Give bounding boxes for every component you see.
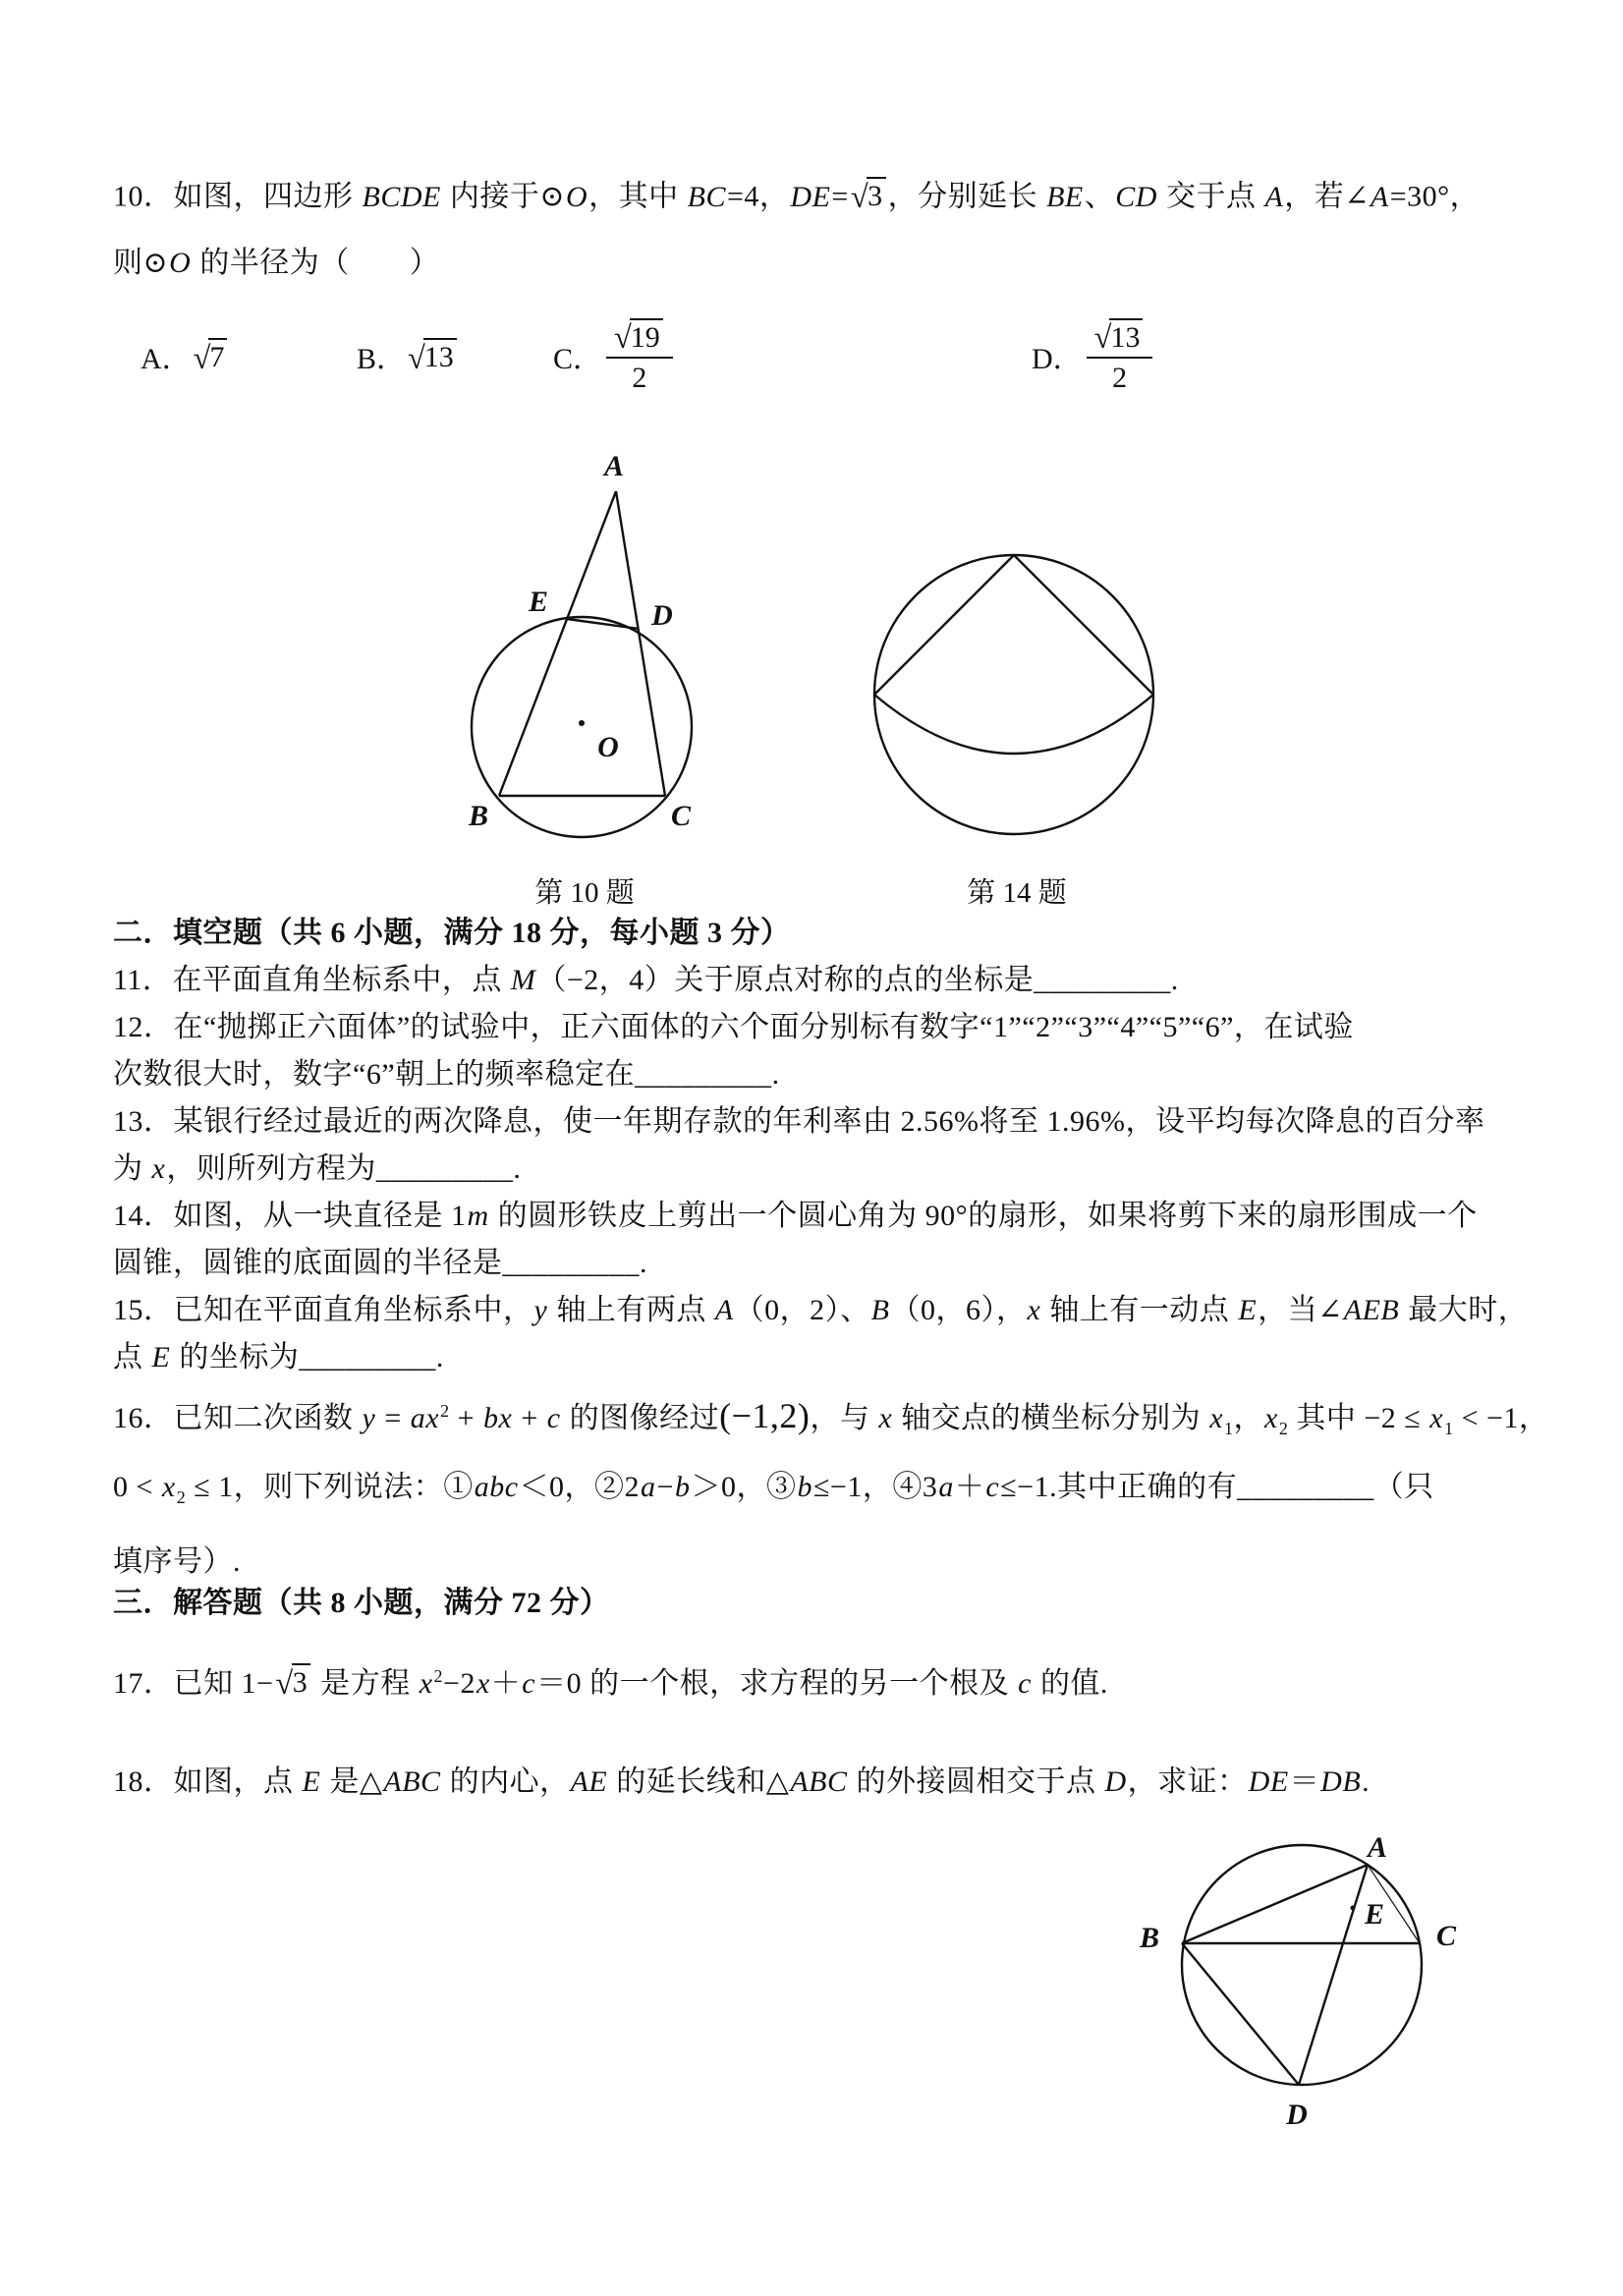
text-segment: 2 bbox=[433, 1666, 444, 1686]
text-segment: ≤−1.其中正确的有_________（只 bbox=[1000, 1471, 1434, 1503]
text-segment: ≤−1，④3 bbox=[812, 1471, 938, 1503]
text-segment: 的值. bbox=[1032, 1667, 1108, 1700]
text-segment: + bbox=[513, 1402, 546, 1434]
text-segment: 13 bbox=[1109, 318, 1143, 354]
text-segment: E bbox=[302, 1765, 321, 1798]
text-segment: 3 bbox=[867, 177, 886, 212]
question-13-line-1 bbox=[113, 1102, 1484, 1142]
text-segment: √ bbox=[850, 179, 869, 215]
circumcircle bbox=[1182, 1845, 1422, 2085]
text-segment: 1 bbox=[1224, 1419, 1234, 1438]
text-segment: ＞0，③ bbox=[691, 1471, 797, 1503]
text-segment: M bbox=[510, 964, 536, 996]
fraction-expression bbox=[606, 318, 673, 394]
question-14-line-2 bbox=[113, 1244, 647, 1283]
text-segment: AEB bbox=[1343, 1294, 1400, 1326]
text-segment: + bbox=[449, 1402, 482, 1434]
text-segment: 15．已知在平面直角坐标系中， bbox=[113, 1294, 533, 1326]
text-segment bbox=[632, 359, 646, 394]
text-segment: ，若∠ bbox=[1284, 180, 1370, 213]
text-segment: DB bbox=[1320, 1765, 1362, 1798]
label-B: B bbox=[1139, 1922, 1160, 1954]
sqrt-expression bbox=[614, 318, 663, 357]
question-10-option-a bbox=[140, 312, 229, 399]
text-segment: （0，6）， bbox=[890, 1294, 1027, 1326]
text-segment: ，与 bbox=[810, 1402, 878, 1434]
text-segment: A bbox=[714, 1294, 734, 1326]
text-segment: x bbox=[419, 1667, 433, 1700]
text-segment: ＝ bbox=[1289, 1765, 1320, 1798]
text-segment bbox=[606, 318, 673, 359]
text-segment: c bbox=[1018, 1667, 1032, 1700]
section-3-heading: 三．解答题（共 8 小题，满分 72 分） bbox=[113, 1587, 610, 1619]
text-segment: B bbox=[870, 1294, 890, 1326]
text-segment: x bbox=[151, 1152, 166, 1185]
text-segment: x bbox=[1264, 1402, 1278, 1434]
text-segment: 填序号）. bbox=[113, 1545, 241, 1578]
text-segment: （0，2）、 bbox=[734, 1294, 870, 1326]
text-segment: ，当∠ bbox=[1258, 1294, 1343, 1326]
text-segment: 的外接圆相交于点 bbox=[848, 1765, 1104, 1798]
text-segment: ABC bbox=[790, 1765, 848, 1798]
text-segment: a bbox=[641, 1471, 656, 1503]
text-segment bbox=[1087, 318, 1153, 359]
fraction-expression bbox=[1087, 318, 1153, 394]
sector-arc bbox=[874, 695, 1153, 754]
text-segment: √ bbox=[193, 340, 211, 376]
question-10-option-d bbox=[1032, 312, 1156, 399]
point-E-dot bbox=[1351, 1906, 1356, 1911]
text-segment: −2 bbox=[443, 1667, 476, 1700]
text-segment: A． bbox=[140, 343, 192, 375]
text-segment: 点 bbox=[113, 1341, 151, 1373]
text-segment: B． bbox=[357, 343, 407, 375]
text-segment: BE bbox=[1046, 180, 1084, 213]
label-D: D bbox=[651, 599, 673, 632]
figure-question-18 bbox=[1130, 1827, 1483, 2142]
figure-question-10 bbox=[427, 442, 742, 865]
label-C: C bbox=[670, 800, 692, 832]
text-segment: 19 bbox=[630, 318, 663, 354]
text-segment: ，求证： bbox=[1127, 1765, 1248, 1798]
text-segment: (−1,2) bbox=[719, 1396, 811, 1435]
text-segment: ＝0 的一个根，求方程的另一个根及 bbox=[536, 1667, 1018, 1700]
text-segment: x bbox=[161, 1471, 176, 1503]
text-segment: y bbox=[362, 1402, 376, 1434]
chord-E-D bbox=[567, 619, 639, 629]
text-segment: 的圆形铁皮上剪出一个圆心角为 90°的扇形，如果将剪下来的扇形围成一个 bbox=[489, 1200, 1478, 1232]
sqrt-expression bbox=[850, 177, 886, 215]
text-segment: ＋ bbox=[954, 1471, 985, 1503]
label-A: A bbox=[1367, 1831, 1388, 1864]
text-segment: < −1， bbox=[1453, 1402, 1549, 1434]
question-16-line-1 bbox=[113, 1391, 1548, 1448]
text-segment: 2 bbox=[176, 1487, 187, 1507]
figure-question-14 bbox=[860, 540, 1174, 855]
text-segment: b bbox=[797, 1471, 812, 1503]
text-segment: c bbox=[985, 1471, 1000, 1503]
text-segment: 圆锥，圆锥的底面圆的半径是_________. bbox=[113, 1247, 647, 1279]
question-11-line-1 bbox=[113, 961, 1179, 1000]
text-segment: ax bbox=[410, 1402, 440, 1434]
text-segment: √ bbox=[275, 1666, 294, 1702]
line-A-C bbox=[616, 491, 665, 796]
figure-14-caption: 第 14 题 bbox=[967, 877, 1067, 909]
text-segment: E bbox=[151, 1341, 171, 1373]
text-segment: c bbox=[546, 1402, 561, 1434]
text-segment: 次数很大时，数字“6”朝上的频率稳定在_________. bbox=[113, 1058, 780, 1091]
text-segment: 14．如图，从一块直径是 1 bbox=[113, 1200, 467, 1232]
text-segment: bx bbox=[483, 1402, 513, 1434]
text-segment: DE bbox=[790, 180, 831, 213]
text-segment: 、 bbox=[1084, 180, 1115, 213]
text-segment: ，分别延长 bbox=[887, 180, 1046, 213]
text-segment: 1 bbox=[1444, 1419, 1454, 1438]
text-segment: 13．某银行经过最近的两次降息，使一年期存款的年利率由 2.56%将至 1.96%，设平均每次降息的百分率 bbox=[113, 1105, 1485, 1138]
text-segment: 是方程 bbox=[312, 1667, 419, 1700]
text-segment: 7 bbox=[208, 338, 227, 373]
text-segment: ， bbox=[1233, 1402, 1264, 1434]
text-segment: . bbox=[1362, 1765, 1371, 1798]
text-segment: 2 bbox=[1112, 361, 1128, 394]
text-segment: 为 bbox=[113, 1152, 151, 1185]
question-14-line-1 bbox=[113, 1197, 1478, 1236]
question-13-line-2 bbox=[113, 1149, 521, 1189]
text-segment: 的图像经过 bbox=[561, 1402, 720, 1434]
text-segment: O bbox=[169, 247, 192, 279]
text-segment: b bbox=[674, 1471, 691, 1503]
text-segment: 内接于⊙ bbox=[441, 180, 565, 213]
text-segment: x bbox=[1429, 1402, 1444, 1434]
question-10-option-c bbox=[553, 312, 677, 399]
label-D: D bbox=[1286, 2099, 1308, 2131]
text-segment: 交于点 bbox=[1157, 180, 1264, 213]
question-15-line-2 bbox=[113, 1338, 444, 1377]
text-segment: √ bbox=[1093, 320, 1112, 357]
text-segment: 是△ bbox=[321, 1765, 383, 1798]
text-segment: ABC bbox=[383, 1765, 441, 1798]
text-segment: 其中 −2 ≤ bbox=[1288, 1402, 1429, 1434]
sqrt-expression bbox=[193, 338, 228, 376]
text-segment: 2 bbox=[440, 1401, 450, 1421]
text-segment: 的半径为（ ） bbox=[192, 247, 440, 279]
text-segment: A bbox=[1370, 180, 1389, 213]
text-segment: a bbox=[938, 1471, 954, 1503]
text-segment: x bbox=[476, 1667, 490, 1700]
text-segment: x bbox=[878, 1402, 893, 1434]
text-segment: − bbox=[656, 1471, 674, 1503]
text-segment: BC bbox=[687, 180, 726, 213]
text-segment: 则⊙ bbox=[113, 247, 169, 279]
text-segment: 轴上有两点 bbox=[548, 1294, 714, 1326]
text-segment: BCDE bbox=[362, 180, 441, 213]
sqrt-expression bbox=[408, 338, 457, 376]
text-segment bbox=[1112, 359, 1127, 394]
text-segment: 的坐标为_________. bbox=[171, 1341, 444, 1373]
label-E: E bbox=[1364, 1898, 1385, 1931]
text-segment: 2 bbox=[632, 361, 647, 394]
text-segment: 0 < bbox=[113, 1471, 161, 1503]
section-2-heading: 二．填空题（共 6 小题，满分 18 分，每小题 3 分） bbox=[113, 917, 791, 949]
line-B-D bbox=[1182, 1943, 1299, 2085]
label-E: E bbox=[528, 586, 549, 618]
sector-edge-right bbox=[1014, 555, 1153, 695]
text-segment: =30°， bbox=[1389, 180, 1481, 213]
question-16-line-2 bbox=[113, 1468, 1434, 1517]
question-15-line-1 bbox=[113, 1291, 1528, 1330]
text-segment: 的延长线和△ bbox=[608, 1765, 790, 1798]
text-segment: 最大时， bbox=[1400, 1294, 1529, 1326]
sqrt-expression bbox=[1093, 318, 1144, 357]
question-10-line-2 bbox=[113, 244, 439, 283]
text-segment: E bbox=[1238, 1294, 1258, 1326]
question-10-option-b bbox=[357, 312, 459, 399]
text-segment: y bbox=[533, 1294, 548, 1326]
text-segment: ＜0，②2 bbox=[519, 1471, 641, 1503]
circle-O bbox=[472, 617, 692, 837]
line-A-D bbox=[1299, 1865, 1368, 2085]
text-segment: ，其中 bbox=[588, 180, 687, 213]
label-C: C bbox=[1435, 1920, 1457, 1952]
text-segment: = bbox=[376, 1402, 410, 1434]
text-segment: m bbox=[467, 1200, 489, 1232]
label-A: A bbox=[603, 450, 625, 482]
text-segment: 16．已知二次函数 bbox=[113, 1402, 362, 1434]
question-16-line-3 bbox=[113, 1542, 241, 1582]
text-segment: 10．如图，四边形 bbox=[113, 180, 362, 213]
line-B-A bbox=[1182, 1865, 1368, 1943]
label-B: B bbox=[468, 800, 489, 832]
text-segment: D． bbox=[1032, 343, 1083, 375]
text-segment: 的内心， bbox=[441, 1765, 570, 1798]
text-segment: 2 bbox=[1278, 1419, 1289, 1438]
text-segment: ＋ bbox=[490, 1667, 522, 1700]
sqrt-expression bbox=[275, 1663, 310, 1702]
text-segment: A bbox=[1264, 180, 1284, 213]
text-segment: 17．已知 1− bbox=[113, 1667, 274, 1700]
text-segment: 轴上有一动点 bbox=[1041, 1294, 1238, 1326]
text-segment: 13 bbox=[423, 338, 457, 373]
center-O-dot bbox=[579, 720, 585, 726]
text-segment: c bbox=[522, 1667, 536, 1700]
text-segment: 11．在平面直角坐标系中，点 bbox=[113, 964, 510, 996]
circle-outline bbox=[874, 555, 1153, 834]
text-segment: =4， bbox=[726, 180, 790, 213]
text-segment: √ bbox=[614, 320, 632, 357]
figure-10-caption: 第 10 题 bbox=[534, 877, 635, 909]
text-segment: 18．如图，点 bbox=[113, 1765, 302, 1798]
text-segment: ，则所列方程为_________. bbox=[166, 1152, 522, 1185]
text-segment: 轴交点的横坐标分别为 bbox=[893, 1402, 1209, 1434]
question-12-line-1 bbox=[113, 1008, 1354, 1047]
text-segment: ≤ 1，则下列说法：① bbox=[186, 1471, 474, 1503]
text-segment: O bbox=[565, 180, 588, 213]
text-segment: D bbox=[1104, 1765, 1127, 1798]
text-segment: abc bbox=[474, 1471, 519, 1503]
text-segment: AE bbox=[570, 1765, 608, 1798]
label-O: O bbox=[597, 731, 619, 763]
question-17-line-1 bbox=[113, 1656, 1108, 1704]
text-segment: （−2，4）关于原点对称的点的坐标是_________. bbox=[536, 964, 1179, 996]
question-10-line-1 bbox=[113, 177, 1480, 217]
text-segment: 12．在“抛掷正六面体”的试验中，正六面体的六个面分别标有数字“1”“2”“3”“4”“5”“6”，在试验 bbox=[113, 1011, 1354, 1043]
text-segment: DE bbox=[1248, 1765, 1289, 1798]
text-segment: x bbox=[1027, 1294, 1041, 1326]
text-segment: √ bbox=[408, 340, 425, 376]
question-12-line-2 bbox=[113, 1055, 780, 1094]
question-18-line-1 bbox=[113, 1763, 1370, 1802]
text-segment: = bbox=[831, 180, 849, 213]
sector-edge-left bbox=[874, 555, 1014, 695]
text-segment: C． bbox=[553, 343, 603, 375]
text-segment: CD bbox=[1115, 180, 1157, 213]
text-segment: 3 bbox=[292, 1663, 311, 1699]
text-segment: x bbox=[1209, 1402, 1224, 1434]
